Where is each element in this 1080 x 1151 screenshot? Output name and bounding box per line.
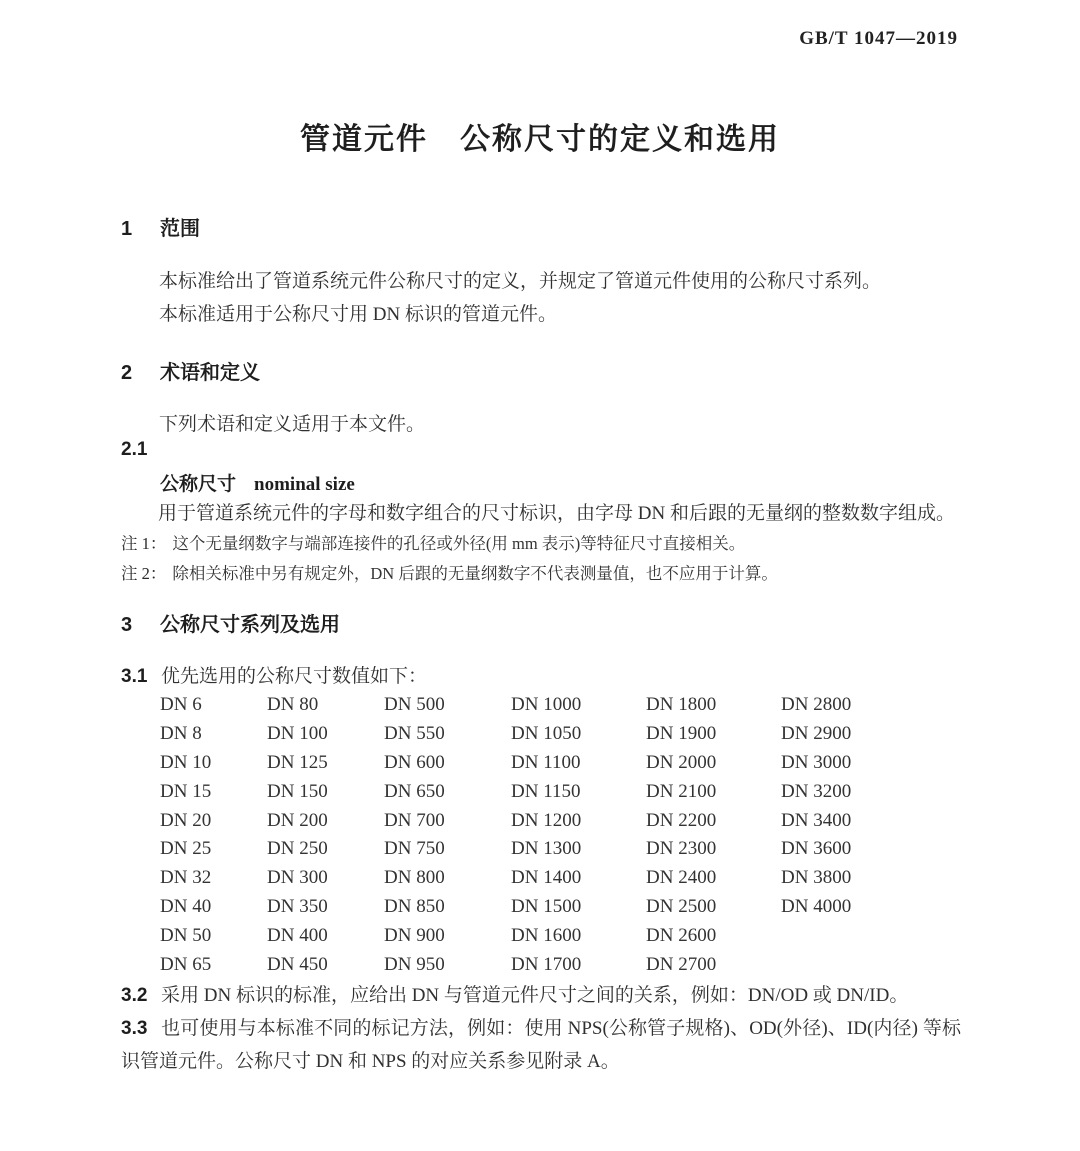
dn-value: DN 2200 — [646, 809, 717, 831]
clause-3-2-number: 3.2 — [121, 985, 148, 1006]
clause-3-3 — [121, 1013, 961, 1078]
term-definition: 用于管道系统元件的字母和数字组合的尺寸标识，由字母 DN 和后跟的无量纲的整数数字组成。 — [158, 503, 955, 524]
dn-value: DN 300 — [267, 867, 328, 889]
dn-value: DN 250 — [267, 838, 328, 860]
dn-value: DN 900 — [384, 924, 445, 946]
dn-value: DN 2600 — [646, 924, 717, 946]
dn-value: DN 32 — [160, 867, 212, 889]
term-note-1-label: 注 1： — [121, 534, 167, 553]
dn-value: DN 1500 — [511, 895, 582, 917]
document-title: 管道元件 公称尺寸的定义和选用 — [300, 123, 780, 156]
dn-value: DN 2000 — [646, 751, 717, 773]
dn-value: DN 8 — [160, 723, 202, 745]
dn-value: DN 2500 — [646, 895, 717, 917]
dn-value: DN 100 — [267, 723, 328, 745]
dn-value: DN 65 — [160, 953, 212, 975]
dn-value: DN 950 — [384, 953, 445, 975]
term-note-2-label: 注 2： — [121, 564, 167, 583]
dn-value: DN 1400 — [511, 867, 582, 889]
section-2-number: 2 — [121, 362, 133, 384]
term-note-1-text: 这个无量纲数字与端部连接件的孔径或外径(用 mm 表示)等特征尺寸直接相关。 — [172, 534, 746, 553]
dn-value: DN 50 — [160, 924, 212, 946]
dn-value: DN 125 — [267, 751, 328, 773]
term-note-2 — [121, 560, 961, 588]
terms-intro: 下列术语和定义适用于本文件。 — [159, 414, 426, 435]
dn-value: DN 350 — [267, 895, 328, 917]
section-1-title: 范围 — [160, 218, 200, 240]
section-2-title: 术语和定义 — [160, 362, 260, 384]
dn-value: DN 1800 — [646, 694, 717, 716]
dn-value: DN 3000 — [781, 751, 852, 773]
dn-value: DN 2400 — [646, 867, 717, 889]
dn-value: DN 2900 — [781, 723, 852, 745]
dn-value: DN 550 — [384, 723, 445, 745]
clause-3-2-text: 采用 DN 标识的标准，应给出 DN 与管道元件尺寸之间的关系，例如：DN/OD 或 DN/ID。 — [161, 985, 909, 1006]
dn-value: DN 1700 — [511, 953, 582, 975]
dn-value: DN 40 — [160, 895, 212, 917]
section-1-heading — [121, 212, 961, 241]
doc-number: GB/T 1047—2019 — [799, 28, 958, 49]
section-3-number: 3 — [121, 614, 133, 636]
dn-value: DN 200 — [267, 809, 328, 831]
dn-value: DN 2700 — [646, 953, 717, 975]
dn-value: DN 3200 — [781, 780, 852, 802]
dn-value: DN 1050 — [511, 723, 582, 745]
dn-value: DN 1300 — [511, 838, 582, 860]
dn-value: DN 10 — [160, 751, 212, 773]
clause-3-1-text: 优先选用的公称尺寸数值如下： — [161, 666, 428, 687]
dn-value: DN 2100 — [646, 780, 717, 802]
section-3-title: 公称尺寸系列及选用 — [160, 614, 340, 636]
term-en-label: nominal size — [254, 474, 355, 495]
term-note-2-text: 除相关标准中另有规定外，DN 后跟的无量纲数字不代表测量值，也不应用于计算。 — [172, 564, 778, 583]
term-number: 2.1 — [121, 439, 148, 460]
clause-3-3-text: 也可使用与本标准不同的标记方法，例如：使用 NPS(公称管子规格)、OD(外径)、ID(内径) 等标识管道元件。公称尺寸 DN 和 NPS 的对应关系参见附录 A。 — [121, 1018, 961, 1072]
section-1-number: 1 — [121, 218, 133, 240]
dn-value — [781, 950, 900, 979]
dn-value: DN 3800 — [781, 867, 852, 889]
dn-value: DN 4000 — [781, 895, 852, 917]
dn-value: DN 700 — [384, 809, 445, 831]
dn-value: DN 25 — [160, 838, 212, 860]
dn-value: DN 80 — [267, 694, 319, 716]
dn-size-table — [160, 691, 920, 979]
dn-value: DN 3600 — [781, 838, 852, 860]
dn-value: DN 650 — [384, 780, 445, 802]
section-3-heading — [121, 608, 961, 637]
dn-value: DN 800 — [384, 867, 445, 889]
term-zh-label: 公称尺寸 — [160, 474, 237, 495]
dn-value: DN 400 — [267, 924, 328, 946]
dn-value: DN 850 — [384, 895, 445, 917]
dn-value: DN 1100 — [511, 751, 581, 773]
dn-value — [781, 921, 900, 950]
dn-value: DN 1200 — [511, 809, 582, 831]
dn-value: DN 450 — [267, 953, 328, 975]
dn-value: DN 1600 — [511, 924, 582, 946]
term-entry — [160, 469, 960, 496]
dn-value: DN 3400 — [781, 809, 852, 831]
dn-value: DN 20 — [160, 809, 212, 831]
term-note-1 — [121, 530, 961, 558]
clause-3-1 — [121, 661, 961, 692]
dn-value: DN 500 — [384, 694, 445, 716]
clause-3-3-number: 3.3 — [121, 1018, 148, 1039]
dn-value: DN 15 — [160, 780, 212, 802]
dn-value: DN 600 — [384, 751, 445, 773]
dn-value: DN 1900 — [646, 723, 717, 745]
dn-value: DN 150 — [267, 780, 328, 802]
dn-value: DN 6 — [160, 694, 202, 716]
scope-paragraph-1: 本标准给出了管道系统元件公称尺寸的定义，并规定了管道元件使用的公称尺寸系列。 — [159, 271, 882, 292]
dn-value: DN 2800 — [781, 694, 852, 716]
section-2-heading — [121, 356, 961, 385]
dn-value: DN 2300 — [646, 838, 717, 860]
scope-paragraph-2: 本标准适用于公称尺寸用 DN 标识的管道元件。 — [159, 304, 557, 325]
dn-value: DN 750 — [384, 838, 445, 860]
dn-value: DN 1000 — [511, 694, 582, 716]
dn-value: DN 1150 — [511, 780, 581, 802]
clause-3-2 — [121, 980, 961, 1011]
clause-3-1-number: 3.1 — [121, 666, 148, 687]
